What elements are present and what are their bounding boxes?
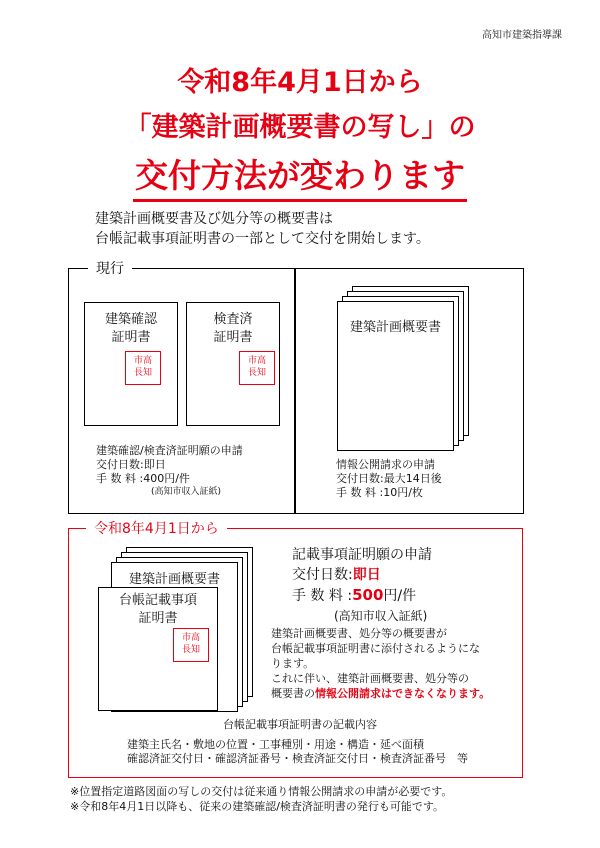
doc-label: 建築確認 xyxy=(104,312,157,327)
doc-label: 証明書 xyxy=(111,330,151,345)
intro-line-2: 台帳記載事項証明書の一部として交付を開始します。 xyxy=(95,231,430,247)
current-label: 現行 xyxy=(88,258,132,278)
department-name: 高知市建築指導課 xyxy=(482,30,562,41)
city-seal-icon: 市高 長知 xyxy=(125,351,161,385)
title-line-1: 令和8年4月1日から xyxy=(177,67,423,98)
section-divider xyxy=(294,268,296,513)
footnotes: ※位置指定道路図面の写しの交付は従来通り情報公開請求の申請が必要です。 ※令和8年4月1日以降も、従来の建築確認/検査済証明書の発行も可能です。 xyxy=(70,785,453,813)
doc-label: 建築計画概要書 xyxy=(128,572,220,587)
ledger-certificate-doc xyxy=(98,587,218,711)
city-seal-icon: 市高 長知 xyxy=(239,351,275,385)
future-info: 記載事項証明願の申請 交付日数:即日 手 数 料 :500円/件 (高知市収入証紙) xyxy=(292,547,432,623)
contents-list: 建築主氏名・敷地の位置・工事種別・用途・構造・延べ面積 確認済証交付日・確認済証番号・検査済証交付日・検査済証番号 等 xyxy=(127,738,468,765)
overview-doc xyxy=(337,301,454,451)
title-line-3: 交付方法が変わります xyxy=(0,150,600,202)
doc-label: 証明書 xyxy=(138,611,178,626)
title-line-2: 「建築計画概要書の写し」の xyxy=(124,112,476,143)
future-note: 建築計画概要書、処分等の概要書が 台帳記載事項証明書に添付されるようにな ります。 これに伴い、建築計画概要書、処分等の 概要書の情報公開請求はできなくなります。 xyxy=(271,627,491,700)
current-left-info: 建築確認/検査済証明願の申請 交付日数:即日 手 数 料 :400円/件 (高知市収入証紙) xyxy=(96,444,243,497)
confirmation-certificate-doc xyxy=(84,302,178,426)
doc-label: 検査済 xyxy=(213,312,253,327)
doc-label: 証明書 xyxy=(213,330,253,345)
intro-line-1: 建築計画概要書及び処分等の概要書は xyxy=(95,211,333,227)
current-right-info: 情報公開請求の申請 交付日数:最大14日後 手 数 料 :10円/枚 xyxy=(336,458,442,499)
doc-label: 台帳記載事項 xyxy=(118,593,197,608)
future-label: 令和8年4月1日から xyxy=(86,518,227,538)
inspection-certificate-doc xyxy=(186,302,280,426)
contents-title: 台帳記載事項証明書の記載内容 xyxy=(223,718,377,731)
doc-label: 建築計画概要書 xyxy=(349,320,441,335)
city-seal-icon: 市高 長知 xyxy=(173,628,209,662)
